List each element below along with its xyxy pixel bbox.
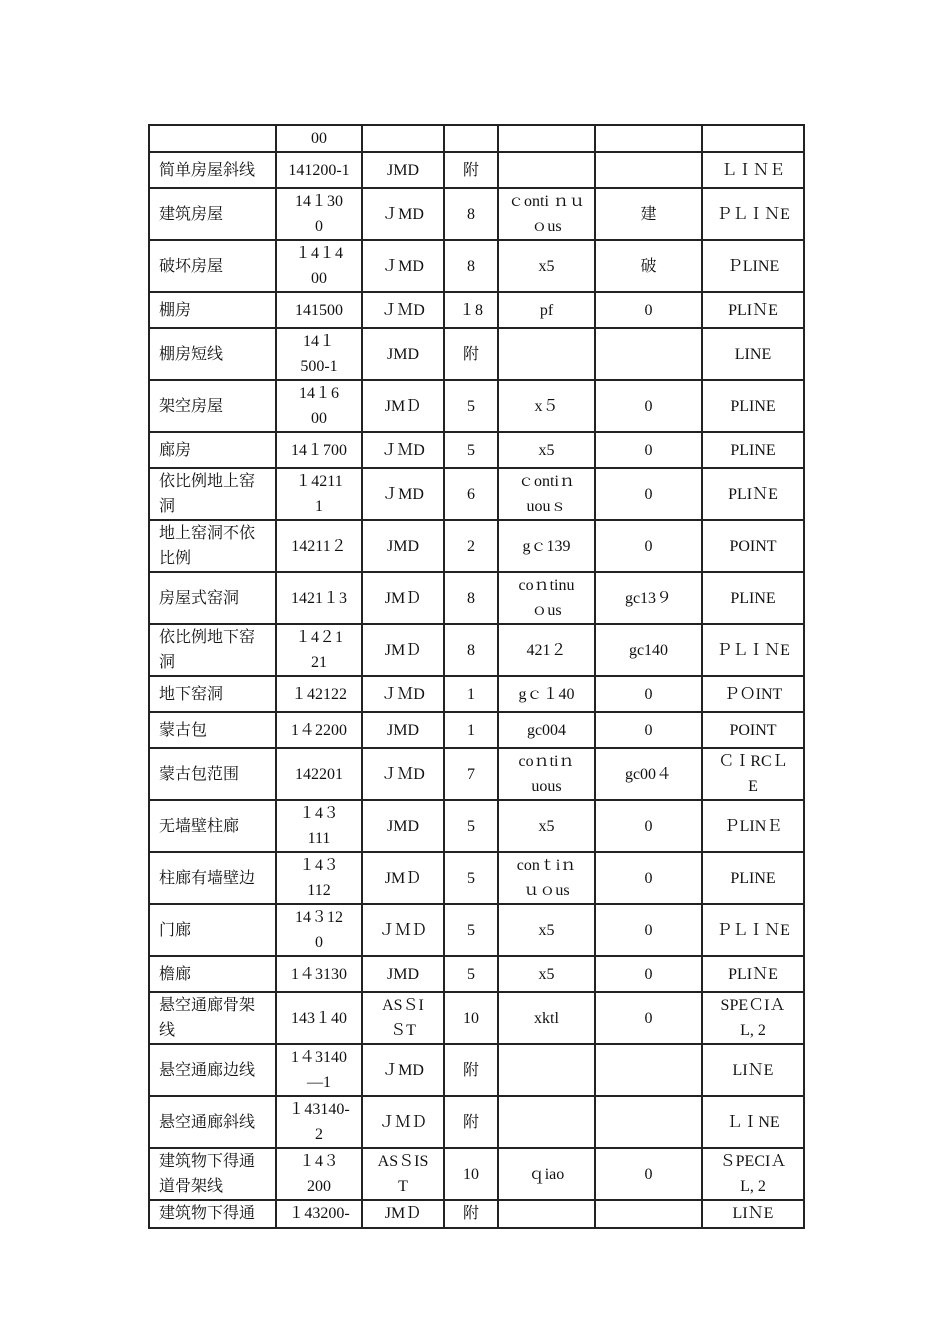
table-row bbox=[149, 1096, 804, 1148]
symbol-cell: gc13９ bbox=[595, 572, 702, 624]
layer-cell: JMD bbox=[362, 956, 444, 992]
layer-cell: ＪＭD bbox=[362, 292, 444, 328]
table-row bbox=[149, 956, 804, 992]
symbol-cell: 0 bbox=[595, 520, 702, 572]
layer-cell: ASＳIS T bbox=[362, 1148, 444, 1200]
layer-cell: ＪＭＤ bbox=[362, 904, 444, 956]
entity-type-cell: ＰＬＩＮE bbox=[702, 624, 804, 676]
linetype-cell: x5 bbox=[498, 240, 595, 292]
entity-type-cell: SPEＣIＡ L, 2 bbox=[702, 992, 804, 1044]
color-cell: 5 bbox=[444, 956, 498, 992]
symbol-cell bbox=[595, 1200, 702, 1228]
linetype-cell: x5 bbox=[498, 904, 595, 956]
entity-type-cell: LIＮE bbox=[702, 1200, 804, 1228]
feature-name-cell: 棚房 bbox=[149, 292, 276, 328]
feature-name-cell: 悬空通廊边线 bbox=[149, 1044, 276, 1096]
symbol-cell: 0 bbox=[595, 800, 702, 852]
layer-cell: JMＤ bbox=[362, 1200, 444, 1228]
symbol-cell: 0 bbox=[595, 432, 702, 468]
code-cell: 1４2200 bbox=[276, 712, 362, 748]
table-row bbox=[149, 800, 804, 852]
linetype-cell bbox=[498, 328, 595, 380]
color-cell: 5 bbox=[444, 380, 498, 432]
table-row bbox=[149, 240, 804, 292]
table-row bbox=[149, 468, 804, 520]
code-cell: 14１ 500-1 bbox=[276, 328, 362, 380]
symbol-cell: 0 bbox=[595, 292, 702, 328]
symbol-cell: 0 bbox=[595, 904, 702, 956]
linetype-cell bbox=[498, 1200, 595, 1228]
symbol-cell bbox=[595, 125, 702, 152]
color-cell: １8 bbox=[444, 292, 498, 328]
layer-cell: JMＤ bbox=[362, 572, 444, 624]
linetype-cell bbox=[498, 152, 595, 188]
code-cell: 1４3130 bbox=[276, 956, 362, 992]
color-cell: 附 bbox=[444, 328, 498, 380]
feature-name-cell: 建筑物下得通 bbox=[149, 1200, 276, 1228]
table-row bbox=[149, 1200, 804, 1228]
table-row bbox=[149, 1148, 804, 1200]
feature-name-cell: 蒙古包范围 bbox=[149, 748, 276, 800]
code-cell: 143１40 bbox=[276, 992, 362, 1044]
feature-name-cell: 门廊 bbox=[149, 904, 276, 956]
layer-cell: JMD bbox=[362, 152, 444, 188]
code-cell: １43200- bbox=[276, 1200, 362, 1228]
layer-cell: ＪＭD bbox=[362, 676, 444, 712]
code-cell: １43140- 2 bbox=[276, 1096, 362, 1148]
code-cell: １4３ 111 bbox=[276, 800, 362, 852]
linetype-cell: coｎtiｎ uous bbox=[498, 748, 595, 800]
table-row bbox=[149, 152, 804, 188]
color-cell: 附 bbox=[444, 152, 498, 188]
linetype-cell bbox=[498, 125, 595, 152]
layer-cell: ＪＭD bbox=[362, 432, 444, 468]
symbol-cell: gc140 bbox=[595, 624, 702, 676]
entity-type-cell: PLINE bbox=[702, 380, 804, 432]
entity-type-cell: POINT bbox=[702, 520, 804, 572]
linetype-cell: x5 bbox=[498, 956, 595, 992]
color-cell: 2 bbox=[444, 520, 498, 572]
code-cell: 1４3140 —1 bbox=[276, 1044, 362, 1096]
layer-cell: ＪMD bbox=[362, 188, 444, 240]
table-row bbox=[149, 380, 804, 432]
entity-type-cell: ＣＩRCＬ E bbox=[702, 748, 804, 800]
symbol-cell: 0 bbox=[595, 468, 702, 520]
feature-name-cell: 悬空通廊斜线 bbox=[149, 1096, 276, 1148]
symbol-cell bbox=[595, 1096, 702, 1148]
code-cell: １42122 bbox=[276, 676, 362, 712]
feature-code-table bbox=[148, 124, 805, 1229]
color-cell: 5 bbox=[444, 852, 498, 904]
linetype-cell: pf bbox=[498, 292, 595, 328]
symbol-cell bbox=[595, 1044, 702, 1096]
code-cell: １4２1 21 bbox=[276, 624, 362, 676]
symbol-cell: 0 bbox=[595, 992, 702, 1044]
code-cell: 141200-1 bbox=[276, 152, 362, 188]
symbol-cell bbox=[595, 328, 702, 380]
table-row bbox=[149, 992, 804, 1044]
table-row bbox=[149, 712, 804, 748]
entity-type-cell bbox=[702, 125, 804, 152]
feature-name-cell: 破坏房屋 bbox=[149, 240, 276, 292]
table-row bbox=[149, 676, 804, 712]
symbol-cell: 0 bbox=[595, 712, 702, 748]
layer-cell: ＪＭＤ bbox=[362, 1096, 444, 1148]
layer-cell: ASＳI ＳT bbox=[362, 992, 444, 1044]
symbol-cell: gc00４ bbox=[595, 748, 702, 800]
linetype-cell: x5 bbox=[498, 432, 595, 468]
color-cell: 附 bbox=[444, 1044, 498, 1096]
feature-name-cell: 架空房屋 bbox=[149, 380, 276, 432]
symbol-cell: 0 bbox=[595, 676, 702, 712]
symbol-cell: 建 bbox=[595, 188, 702, 240]
table-body bbox=[149, 125, 804, 1228]
color-cell bbox=[444, 125, 498, 152]
color-cell: 5 bbox=[444, 432, 498, 468]
code-cell: １4３ 200 bbox=[276, 1148, 362, 1200]
linetype-cell: x５ bbox=[498, 380, 595, 432]
symbol-cell bbox=[595, 152, 702, 188]
entity-type-cell: PLIＮE bbox=[702, 468, 804, 520]
linetype-cell: ｃontiｎ uouｓ bbox=[498, 468, 595, 520]
layer-cell: JMD bbox=[362, 800, 444, 852]
entity-type-cell: PLIＮE bbox=[702, 292, 804, 328]
feature-name-cell: 依比例地上窑 洞 bbox=[149, 468, 276, 520]
linetype-cell: xktl bbox=[498, 992, 595, 1044]
color-cell: 1 bbox=[444, 676, 498, 712]
layer-cell: JMD bbox=[362, 328, 444, 380]
entity-type-cell: ＰLINＥ bbox=[702, 800, 804, 852]
layer-cell: ＪMD bbox=[362, 1044, 444, 1096]
entity-type-cell: ＳPECIＡ L, 2 bbox=[702, 1148, 804, 1200]
symbol-cell: 0 bbox=[595, 852, 702, 904]
entity-type-cell: ＰＬＩＮE bbox=[702, 904, 804, 956]
entity-type-cell: POINT bbox=[702, 712, 804, 748]
table-row bbox=[149, 292, 804, 328]
table-row bbox=[149, 328, 804, 380]
color-cell: 5 bbox=[444, 800, 498, 852]
layer-cell: ＪＭD bbox=[362, 748, 444, 800]
entity-type-cell: PLINE bbox=[702, 432, 804, 468]
feature-name-cell: 依比例地下窑 洞 bbox=[149, 624, 276, 676]
linetype-cell: coｎtinu ｏus bbox=[498, 572, 595, 624]
feature-name-cell bbox=[149, 125, 276, 152]
entity-type-cell: PLIＮE bbox=[702, 956, 804, 992]
table-row bbox=[149, 624, 804, 676]
table-row bbox=[149, 852, 804, 904]
layer-cell: ＪMD bbox=[362, 240, 444, 292]
entity-type-cell: ＬＩNE bbox=[702, 1096, 804, 1148]
feature-name-cell: 悬空通廊骨架 线 bbox=[149, 992, 276, 1044]
linetype-cell: gｃ１40 bbox=[498, 676, 595, 712]
table-row bbox=[149, 520, 804, 572]
table-row bbox=[149, 1044, 804, 1096]
table-row bbox=[149, 125, 804, 152]
layer-cell: JMＤ bbox=[362, 852, 444, 904]
color-cell: 5 bbox=[444, 904, 498, 956]
color-cell: 附 bbox=[444, 1200, 498, 1228]
layer-cell bbox=[362, 125, 444, 152]
symbol-cell: 0 bbox=[595, 380, 702, 432]
color-cell: 8 bbox=[444, 240, 498, 292]
color-cell: 8 bbox=[444, 188, 498, 240]
color-cell: 6 bbox=[444, 468, 498, 520]
layer-cell: JMＤ bbox=[362, 380, 444, 432]
code-cell: 14１6 00 bbox=[276, 380, 362, 432]
feature-name-cell: 房屋式窑洞 bbox=[149, 572, 276, 624]
entity-type-cell: ＰLINE bbox=[702, 240, 804, 292]
table-row bbox=[149, 432, 804, 468]
code-cell: 14１700 bbox=[276, 432, 362, 468]
color-cell: 10 bbox=[444, 992, 498, 1044]
layer-cell: JMＤ bbox=[362, 624, 444, 676]
code-cell: 142201 bbox=[276, 748, 362, 800]
color-cell: 10 bbox=[444, 1148, 498, 1200]
code-cell: 14３12 0 bbox=[276, 904, 362, 956]
feature-name-cell: 建筑房屋 bbox=[149, 188, 276, 240]
table-row bbox=[149, 188, 804, 240]
entity-type-cell: ＰＬＩＮE bbox=[702, 188, 804, 240]
color-cell: 8 bbox=[444, 572, 498, 624]
table-row bbox=[149, 904, 804, 956]
feature-name-cell: 地下窑洞 bbox=[149, 676, 276, 712]
entity-type-cell: ＬＩＮＥ bbox=[702, 152, 804, 188]
feature-name-cell: 柱廊有墙壁边 bbox=[149, 852, 276, 904]
color-cell: 7 bbox=[444, 748, 498, 800]
linetype-cell: gc004 bbox=[498, 712, 595, 748]
layer-cell: ＪMD bbox=[362, 468, 444, 520]
code-cell: 141500 bbox=[276, 292, 362, 328]
feature-name-cell: 地上窑洞不依 比例 bbox=[149, 520, 276, 572]
linetype-cell bbox=[498, 1044, 595, 1096]
entity-type-cell: PLINE bbox=[702, 572, 804, 624]
color-cell: 1 bbox=[444, 712, 498, 748]
code-cell: 14１30 0 bbox=[276, 188, 362, 240]
code-cell: １4１4 00 bbox=[276, 240, 362, 292]
linetype-cell: gｃ139 bbox=[498, 520, 595, 572]
linetype-cell: ｑiao bbox=[498, 1148, 595, 1200]
symbol-cell: 破 bbox=[595, 240, 702, 292]
layer-cell: JMD bbox=[362, 712, 444, 748]
feature-name-cell: 简单房屋斜线 bbox=[149, 152, 276, 188]
linetype-cell: 421２ bbox=[498, 624, 595, 676]
feature-name-cell: 无墙壁柱廊 bbox=[149, 800, 276, 852]
code-cell: 00 bbox=[276, 125, 362, 152]
linetype-cell bbox=[498, 1096, 595, 1148]
color-cell: 8 bbox=[444, 624, 498, 676]
feature-name-cell: 檐廊 bbox=[149, 956, 276, 992]
entity-type-cell: ＰＯINT bbox=[702, 676, 804, 712]
entity-type-cell: PLINE bbox=[702, 852, 804, 904]
code-cell: 14211２ bbox=[276, 520, 362, 572]
table-row bbox=[149, 748, 804, 800]
entity-type-cell: LINE bbox=[702, 328, 804, 380]
feature-name-cell: 蒙古包 bbox=[149, 712, 276, 748]
code-cell: 1421１3 bbox=[276, 572, 362, 624]
table-row bbox=[149, 572, 804, 624]
entity-type-cell: LIＮE bbox=[702, 1044, 804, 1096]
linetype-cell: x5 bbox=[498, 800, 595, 852]
symbol-cell: 0 bbox=[595, 1148, 702, 1200]
feature-name-cell: 棚房短线 bbox=[149, 328, 276, 380]
linetype-cell: conｔiｎ ｕｏus bbox=[498, 852, 595, 904]
code-cell: １4３ 112 bbox=[276, 852, 362, 904]
layer-cell: JMD bbox=[362, 520, 444, 572]
color-cell: 附 bbox=[444, 1096, 498, 1148]
feature-name-cell: 廊房 bbox=[149, 432, 276, 468]
feature-name-cell: 建筑物下得通 道骨架线 bbox=[149, 1148, 276, 1200]
symbol-cell: 0 bbox=[595, 956, 702, 992]
linetype-cell: ｃonti ｎｕ ｏus bbox=[498, 188, 595, 240]
code-cell: １4211 1 bbox=[276, 468, 362, 520]
